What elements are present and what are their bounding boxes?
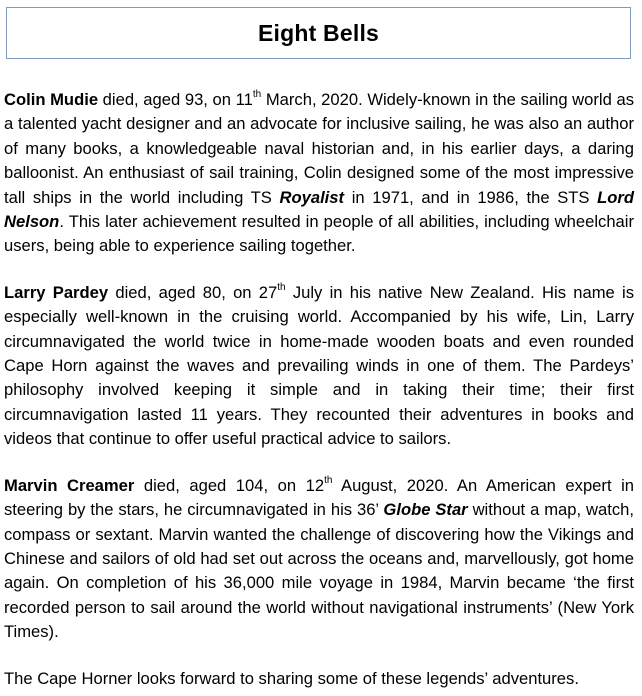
ordinal-suffix: th — [324, 475, 333, 487]
obituary-name: Colin Mudie — [4, 90, 99, 109]
title-box — [6, 7, 631, 59]
ship-name: Lord Nelson — [4, 187, 634, 232]
obituary-date: died, aged 104, on 12 — [134, 475, 325, 495]
obituary-larry-pardey — [4, 281, 634, 452]
closing-note: The Cape Horner looks forward to sharing some of these legends’ adventures. — [4, 668, 579, 688]
ship-name: Globe Star — [383, 500, 468, 520]
obituary-date: died, aged 80, on 27 — [108, 282, 278, 302]
page-title: Eight Bells — [257, 19, 380, 46]
obituary-name: Larry Pardey — [4, 282, 109, 302]
ship-name: Royalist — [279, 187, 345, 207]
obituary-text: . This later achievement resulted in people of all abilities, including wheelchair users, being able to experience sailing together. — [4, 212, 634, 256]
ordinal-suffix: th — [252, 89, 262, 101]
obituary-colin-mudie — [4, 88, 634, 259]
obituary-name: Marvin Creamer — [4, 475, 135, 495]
article-body — [4, 88, 634, 691]
obituary-text: without a map, watch, compass or sextant. Marvin wanted the challenge of discovering how the Vikings and Chinese and sailors of old had set out across the oceans and, marvellously, got home again. On completion of his 36,000 mile voyage in 1984, Marvin became ‘the first recorded person to sail around the world without navigational instruments’ (New York Times). — [4, 500, 634, 642]
obituary-date: died, aged 93, on 11 — [98, 90, 253, 109]
obituary-text: July in his native New Zealand. His name is especially well-known in the cruising world. Accompanied by his wife, Lin, Larry circumnavigated the world twice in home-made wooden boats and even rounded Cape Horn against the waves and prevailing winds in one of them. The Pardeys’ philosophy involved keeping it simple and in taking their time; their first circumnavigation lasted 11 years. They recounted their adventures in books and videos that continue to offer useful practical advice to sailors. — [4, 282, 634, 449]
obituary-text: March, 2020. Widely-known in the sailing world as a talented yacht designer and an advocate for inclusive sailing, he was also an author of many books, a knowledgeable naval historian and, in his earlier days, a daring balloonist. An enthusiast of sail training, Colin designed some of the most impressive tall ships in the world including TS — [4, 90, 634, 207]
obituary-text: August, 2020. An American expert in steering by the stars, he circumnavigated in his 36’ — [4, 475, 634, 520]
obituary-marvin-creamer — [4, 474, 634, 645]
obituary-text: in 1971, and in 1986, the STS — [344, 187, 598, 207]
ordinal-suffix: th — [277, 282, 286, 294]
